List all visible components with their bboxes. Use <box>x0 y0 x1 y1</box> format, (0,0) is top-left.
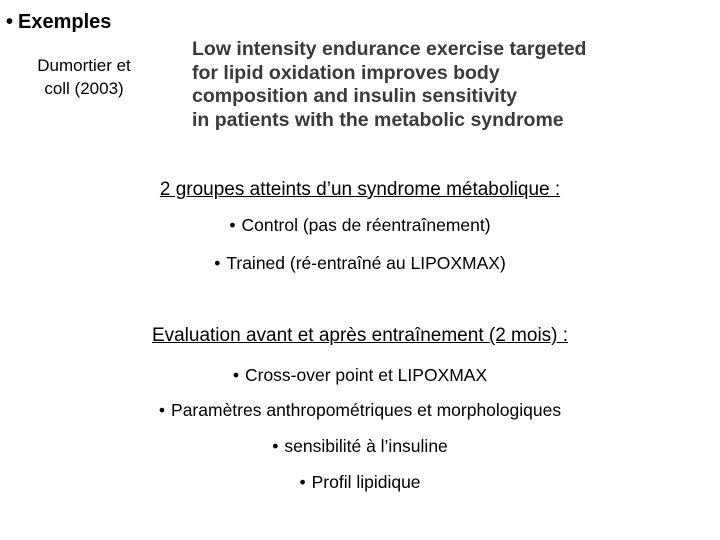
list-item-control <box>0 215 720 236</box>
bullet-icon: • <box>272 436 279 456</box>
reference-citation <box>24 54 144 100</box>
section-evaluation-header: Evaluation avant et après entraînement (2 mois) : <box>151 325 569 346</box>
paper-title-line-1: Low intensity endurance exercise targeted <box>192 38 587 60</box>
list-item-crossover <box>0 365 720 386</box>
slide-heading <box>6 11 111 34</box>
bullet-icon: • <box>299 472 306 492</box>
paper-title-line-3: composition and insulin sensitivity <box>192 85 518 107</box>
reference-line-2: coll (2003) <box>44 79 124 98</box>
paper-title <box>192 38 672 132</box>
bullet-icon: • <box>158 400 166 420</box>
list-item-lipid <box>0 472 720 493</box>
list-item-anthropometric <box>0 400 720 421</box>
bullet-icon: • <box>232 365 239 385</box>
list-item-label: Cross-over point et LIPOXMAX <box>244 365 488 385</box>
reference-line-1: Dumortier et <box>37 56 131 75</box>
list-item-label: sensibilité à l’insuline <box>284 436 448 456</box>
list-item-trained <box>0 253 720 274</box>
bullet-icon: • <box>229 215 236 235</box>
bullet-icon: • <box>214 253 221 273</box>
section-groups-header: 2 groupes atteints d’un syndrome métabolique : <box>159 179 561 200</box>
list-item-label: Control (pas de réentraînement) <box>241 215 491 235</box>
list-item-label: Paramètres anthropométriques et morphologiques <box>171 400 562 420</box>
list-item-insulin <box>0 436 720 457</box>
bullet-icon: • <box>6 11 14 33</box>
paper-title-line-2: for lipid oxidation improves body <box>192 61 500 84</box>
list-item-label: Profil lipidique <box>311 472 421 492</box>
paper-title-line-4: in patients with the metabolic syndrome <box>192 108 564 131</box>
heading-label: Exemples <box>18 11 112 33</box>
list-item-label: Trained (ré-entraîné au LIPOXMAX) <box>226 253 506 273</box>
